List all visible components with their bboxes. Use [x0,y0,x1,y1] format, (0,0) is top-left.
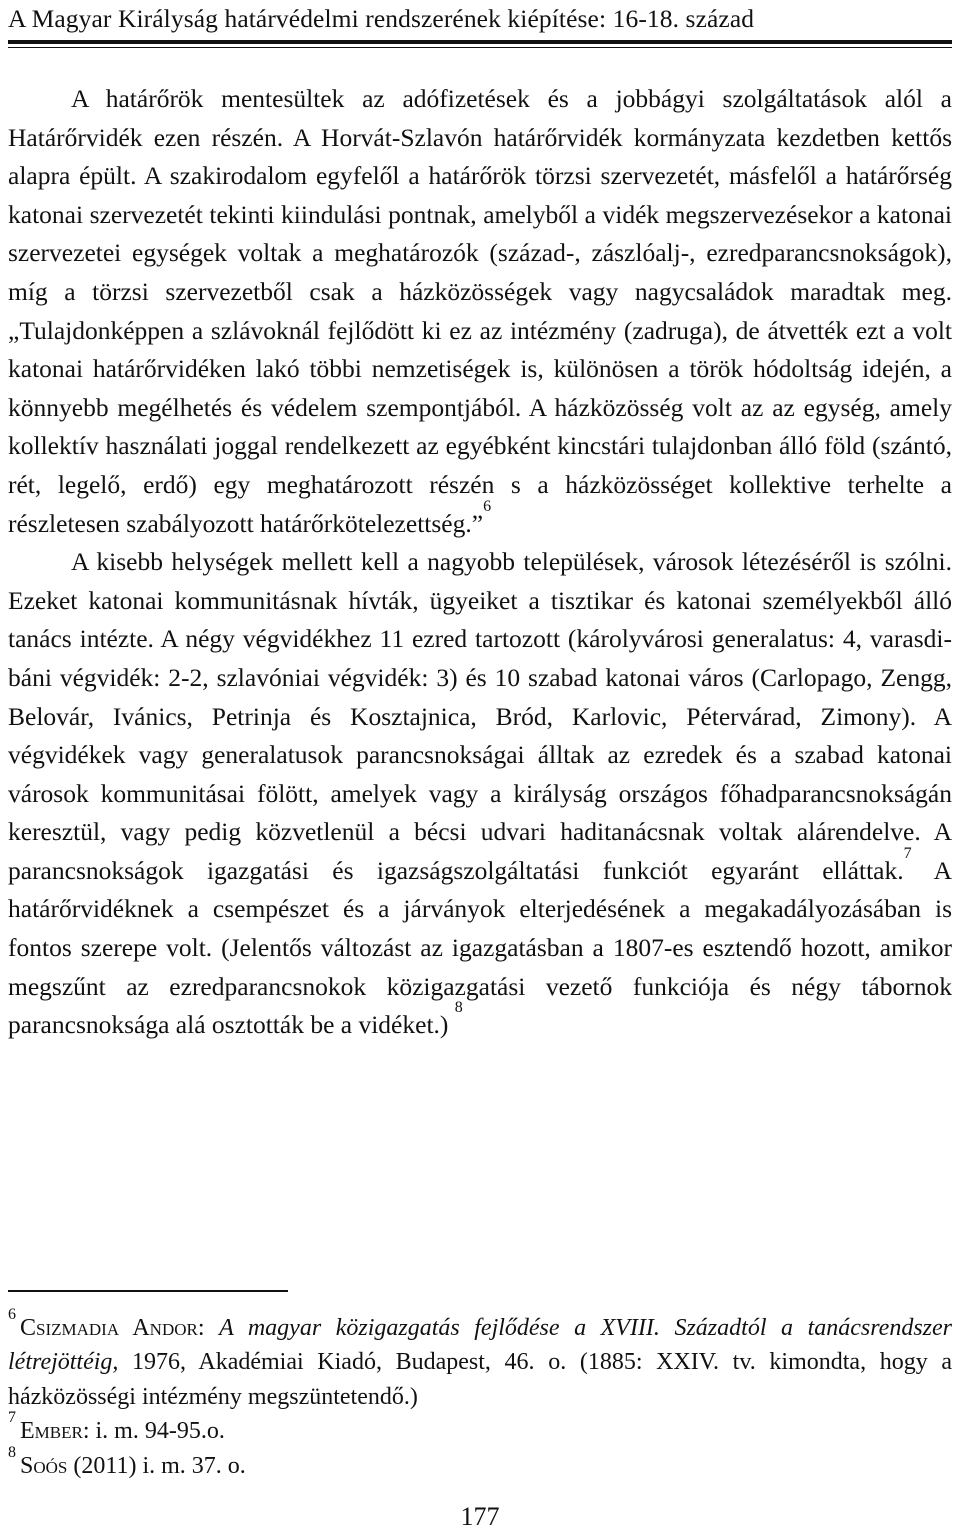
footnote-6 [8,1306,953,1414]
footnote-8-details: (2011) i. m. 37. o. [67,1452,246,1479]
paragraph-2-text-b: A határőrvidéknek a csempészet és a járványok elterjedésének a megakadályozásában is fontos szerepe volt. (Jelentős változást az igazgatásban a 1807-es esztendő hozott, amikor megszűnt az ezredparancsnokok közigazgatási vezető funkciója és négy tábornok parancsnoksága alá osztották be a vidéket.) [8,855,952,1040]
footnote-ref-7: 7 [903,844,912,862]
paragraph-2 [8,543,952,1045]
footnote-7 [8,1409,952,1448]
footnote-6-title: A magyar közigazgatás fejlődése a XVIII. Századtól a tanácsrendszer létrejöttéig, [8,1315,953,1376]
footnote-7-author: Ember: [20,1418,90,1445]
footnote-separator [8,1290,288,1292]
footnote-ref-6: 6 [483,497,492,515]
page-number: 177 [460,1502,500,1531]
header-rule-thin [8,47,952,48]
running-header: A Magyar Királyság határvédelmi rendszerének kiépítése: 16-18. század [8,4,755,33]
footnote-8-author: Soós [20,1452,68,1479]
paragraph-1-text: A határőrök mentesültek az adófizetések és a jobbágyi szolgáltatások alól a Határőrvidék ezen részén. A Horvát-Szlavón határőrvidék kormányzata kezdetben kettős alapra épült. A szakirodalom egyfelől a határőrök törzsi szervezetét, másfelől a határőrség katonai szervezetét tekinti kiindulási pontnak, amelyből a vidék megszervezésekor a katonai szervezetei egységek voltak a meghatározók (század-, zászlóalj-, ezredparancsnokságok), míg a törzsi szervezetből csak a házközösségek vagy nagycsaládok maradtak meg. „Tulajdonképpen a szlávoknál fejlődött ki ez az intézmény (zadruga), de átvették ezt a volt katonai határőrvidéken lakó többi nemzetiségek is, különösen a török hódoltság idején, a könnyebb megélhetés és védelem szempontjából. A házközösség volt az az egység, amely kollektív használati joggal rendelkezett az egyébként kincstári tulajdonban álló föld (szántó, rét, legelő, erdő) egy meghatározott részén s a házközösséget kollektive terhelte a részletesen szabályozott határőrkötelezettség.” [8,84,952,538]
footnote-6-number: 6 [8,1306,16,1323]
footnote-8 [8,1443,952,1483]
footnotes [8,1306,953,1483]
body-text [8,80,952,1045]
footnote-ref-8: 8 [454,999,463,1017]
paragraph-1 [8,80,952,543]
header-rule-thick [8,40,952,44]
footnote-6-details: 1976, Akadémiai Kiadó, Budapest, 46. o. (1885: XXIV. tv. kimondta, hogy a házközösségi intézmény megszüntetendő.) [8,1349,952,1410]
footnote-6-author: Csizmadia Andor: [20,1315,205,1341]
footnote-8-number: 8 [8,1443,16,1461]
paragraph-2-text-a: A kisebb helységek mellett kell a nagyobb települések, városok létezéséről is szólni. Ezeket katonai kommunitásnak hívták, ügyeiket a tisztikar és katonai személyekből álló tanács intézte. A négy végvidékhez 11 ezred tartozott (károlyvárosi generalatus: 4, varasdi-báni végvidék: 2-2, szlavóniai végvidék: 3) és 10 szabad katonai város (Carlopago, Zengg, Belovár, Ivánics, Petrinja és Kosztajnica, Bród, Karlovic, Pétervárad, Zimony). A végvidékek vagy generalatusok parancsnokságai álltak az ezredek és a szabad katonai városok kommunitásai fölött, amelyek vagy a királyság országos főhadparancsnokságán keresztül, vagy pedig közvetlenül a bécsi udvari haditanácsnak voltak alárendelve. A parancsnokságok igazgatási és igazságszolgáltatási funkciót egyaránt elláttak. [8,547,952,885]
footnote-7-number: 7 [8,1409,16,1427]
footnote-7-details: i. m. 94-95.o. [89,1418,225,1445]
